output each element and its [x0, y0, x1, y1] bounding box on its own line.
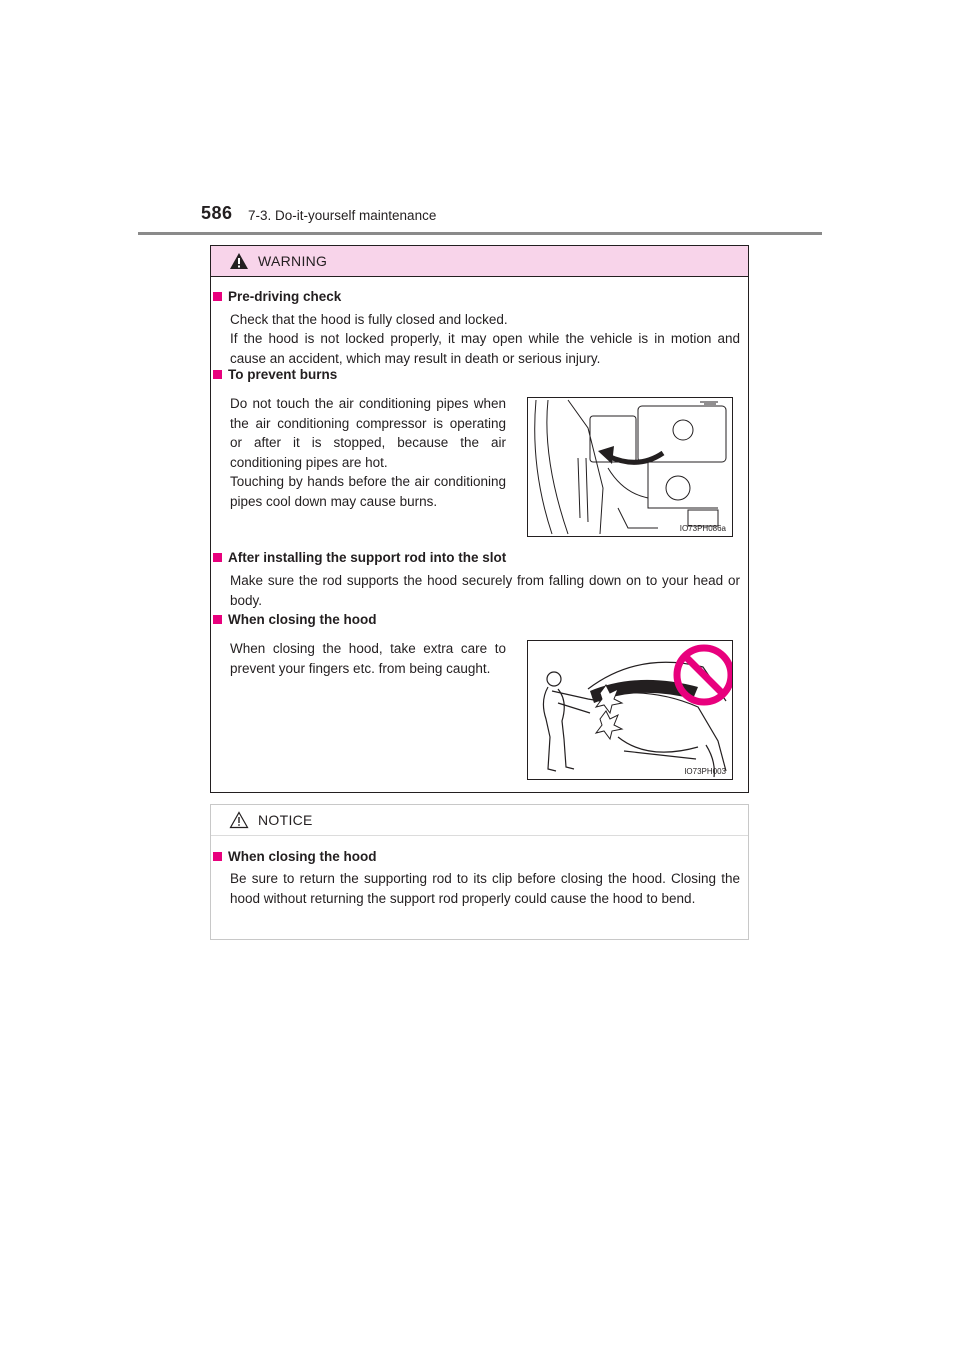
para-notice-closing-hood: Be sure to return the supporting rod to its clip before closing the hood. Closing the hood without returning the support rod properly could cause the hood to bend.: [230, 871, 740, 906]
bullet-icon: [213, 292, 222, 301]
engine-bay-figure: [527, 397, 733, 537]
closing-hood-figure: [527, 640, 733, 780]
bullet-icon: [213, 370, 222, 379]
heading-pre-driving-check: Pre-driving check: [213, 289, 341, 304]
notice-box: [210, 804, 749, 940]
para-closing-hood: When closing the hood, take extra care to prevent your fingers etc. from being caught.: [230, 641, 506, 676]
bullet-icon: [213, 852, 222, 861]
heading-prevent-burns: To prevent burns: [213, 367, 337, 382]
figure-code: IO73PH086a: [679, 524, 726, 533]
para-support-rod: Make sure the rod supports the hood securely from falling down on to your head or body.: [230, 573, 740, 608]
heading-closing-hood: When closing the hood: [213, 612, 377, 627]
para-pre-driving-1: Check that the hood is fully closed and locked.: [230, 312, 508, 327]
warning-header: [211, 246, 748, 277]
header-rule: [138, 232, 822, 235]
warning-triangle-icon: [229, 252, 249, 270]
arrow-icon: [598, 446, 663, 464]
bullet-icon: [213, 553, 222, 562]
para-burns-2: Touching by hands before the air conditioning pipes cool down may cause burns.: [230, 474, 506, 509]
para-pre-driving-2: If the hood is not locked properly, it may open while the vehicle is in motion and cause an accident, which may result in death or serious injury.: [230, 331, 740, 366]
notice-triangle-icon: [229, 811, 249, 829]
warning-label: WARNING: [258, 253, 328, 269]
notice-label: NOTICE: [258, 812, 313, 828]
heading-support-rod: After installing the support rod into the slot: [213, 550, 506, 565]
section-title: 7-3. Do-it-yourself maintenance: [248, 208, 437, 223]
page-number: 586: [201, 203, 233, 223]
closing-hood-illustration: [528, 641, 732, 779]
warning-box: [210, 245, 749, 793]
engine-bay-illustration: [528, 398, 732, 536]
para-burns-1: Do not touch the air conditioning pipes when the air conditioning compressor is operating or after it is stopped, because the air conditioning pipes are hot.: [230, 396, 506, 470]
notice-header: [211, 805, 748, 836]
figure-code: IO73PH003: [684, 767, 726, 776]
bullet-icon: [213, 615, 222, 624]
prohibition-icon: [677, 648, 731, 702]
heading-notice-closing-hood: When closing the hood: [213, 849, 377, 864]
